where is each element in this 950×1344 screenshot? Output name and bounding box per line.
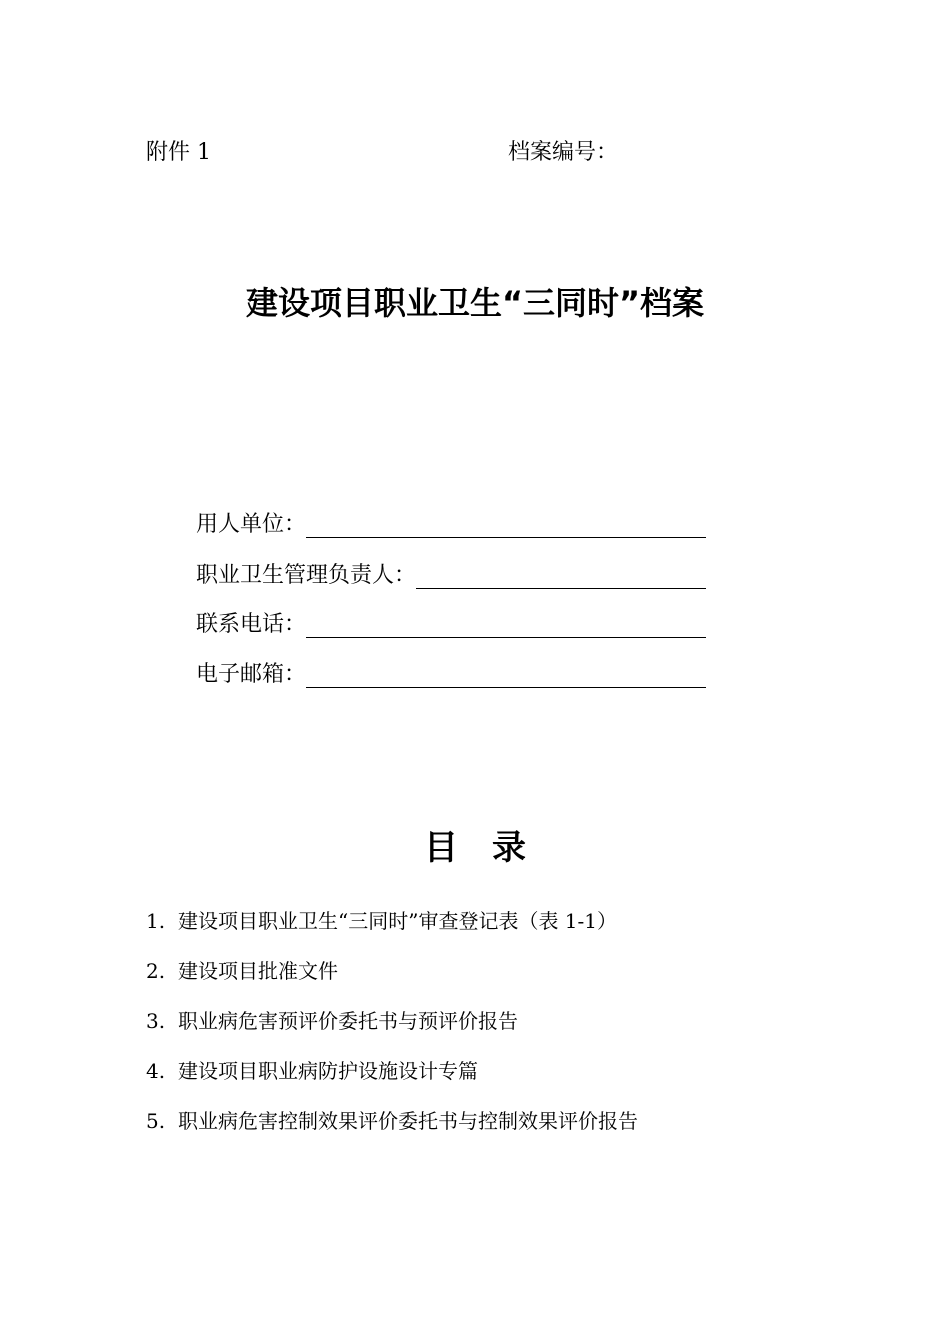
toc-item-number: 2. <box>146 959 166 983</box>
document-title: 建设项目职业卫生“三同时”档案 <box>245 284 705 322</box>
toc-item-number: 4. <box>146 1059 166 1083</box>
toc-item-text: 建设项目职业病防护设施设计专篇 <box>178 1059 478 1083</box>
toc-item-number: 3. <box>146 1009 166 1033</box>
phone-field <box>196 606 706 640</box>
health-manager-blank-line <box>416 562 706 589</box>
toc-item <box>146 957 338 985</box>
employer-blank-line <box>306 511 706 538</box>
email-label: 电子邮箱： <box>196 662 307 687</box>
toc-item-number: 1. <box>146 909 166 933</box>
toc-item <box>146 1007 518 1035</box>
toc-item-text: 建设项目职业卫生“三同时”审查登记表（表 1-1） <box>178 909 618 933</box>
health-manager-field <box>196 557 706 591</box>
employer-field <box>196 506 706 540</box>
toc-heading <box>0 826 950 870</box>
email-blank-line <box>306 661 706 688</box>
phone-label: 联系电话： <box>196 612 307 637</box>
archive-number-label: 档案编号： <box>508 140 619 165</box>
employer-label: 用人单位： <box>196 512 307 537</box>
toc-item <box>146 907 617 935</box>
health-manager-label: 职业卫生管理负责人： <box>196 563 417 588</box>
toc-item-text: 建设项目批准文件 <box>178 959 338 983</box>
toc-heading-left: 目 <box>424 828 458 868</box>
toc-item <box>146 1107 638 1135</box>
toc-item-number: 5. <box>146 1109 166 1133</box>
phone-blank-line <box>306 611 706 638</box>
email-field <box>196 656 706 690</box>
toc-item-text: 职业病危害预评价委托书与预评价报告 <box>178 1009 518 1033</box>
toc-item <box>146 1057 478 1085</box>
toc-item-text: 职业病危害控制效果评价委托书与控制效果评价报告 <box>178 1109 638 1133</box>
attachment-label: 附件 1 <box>146 140 211 165</box>
toc-heading-right: 录 <box>492 828 526 868</box>
